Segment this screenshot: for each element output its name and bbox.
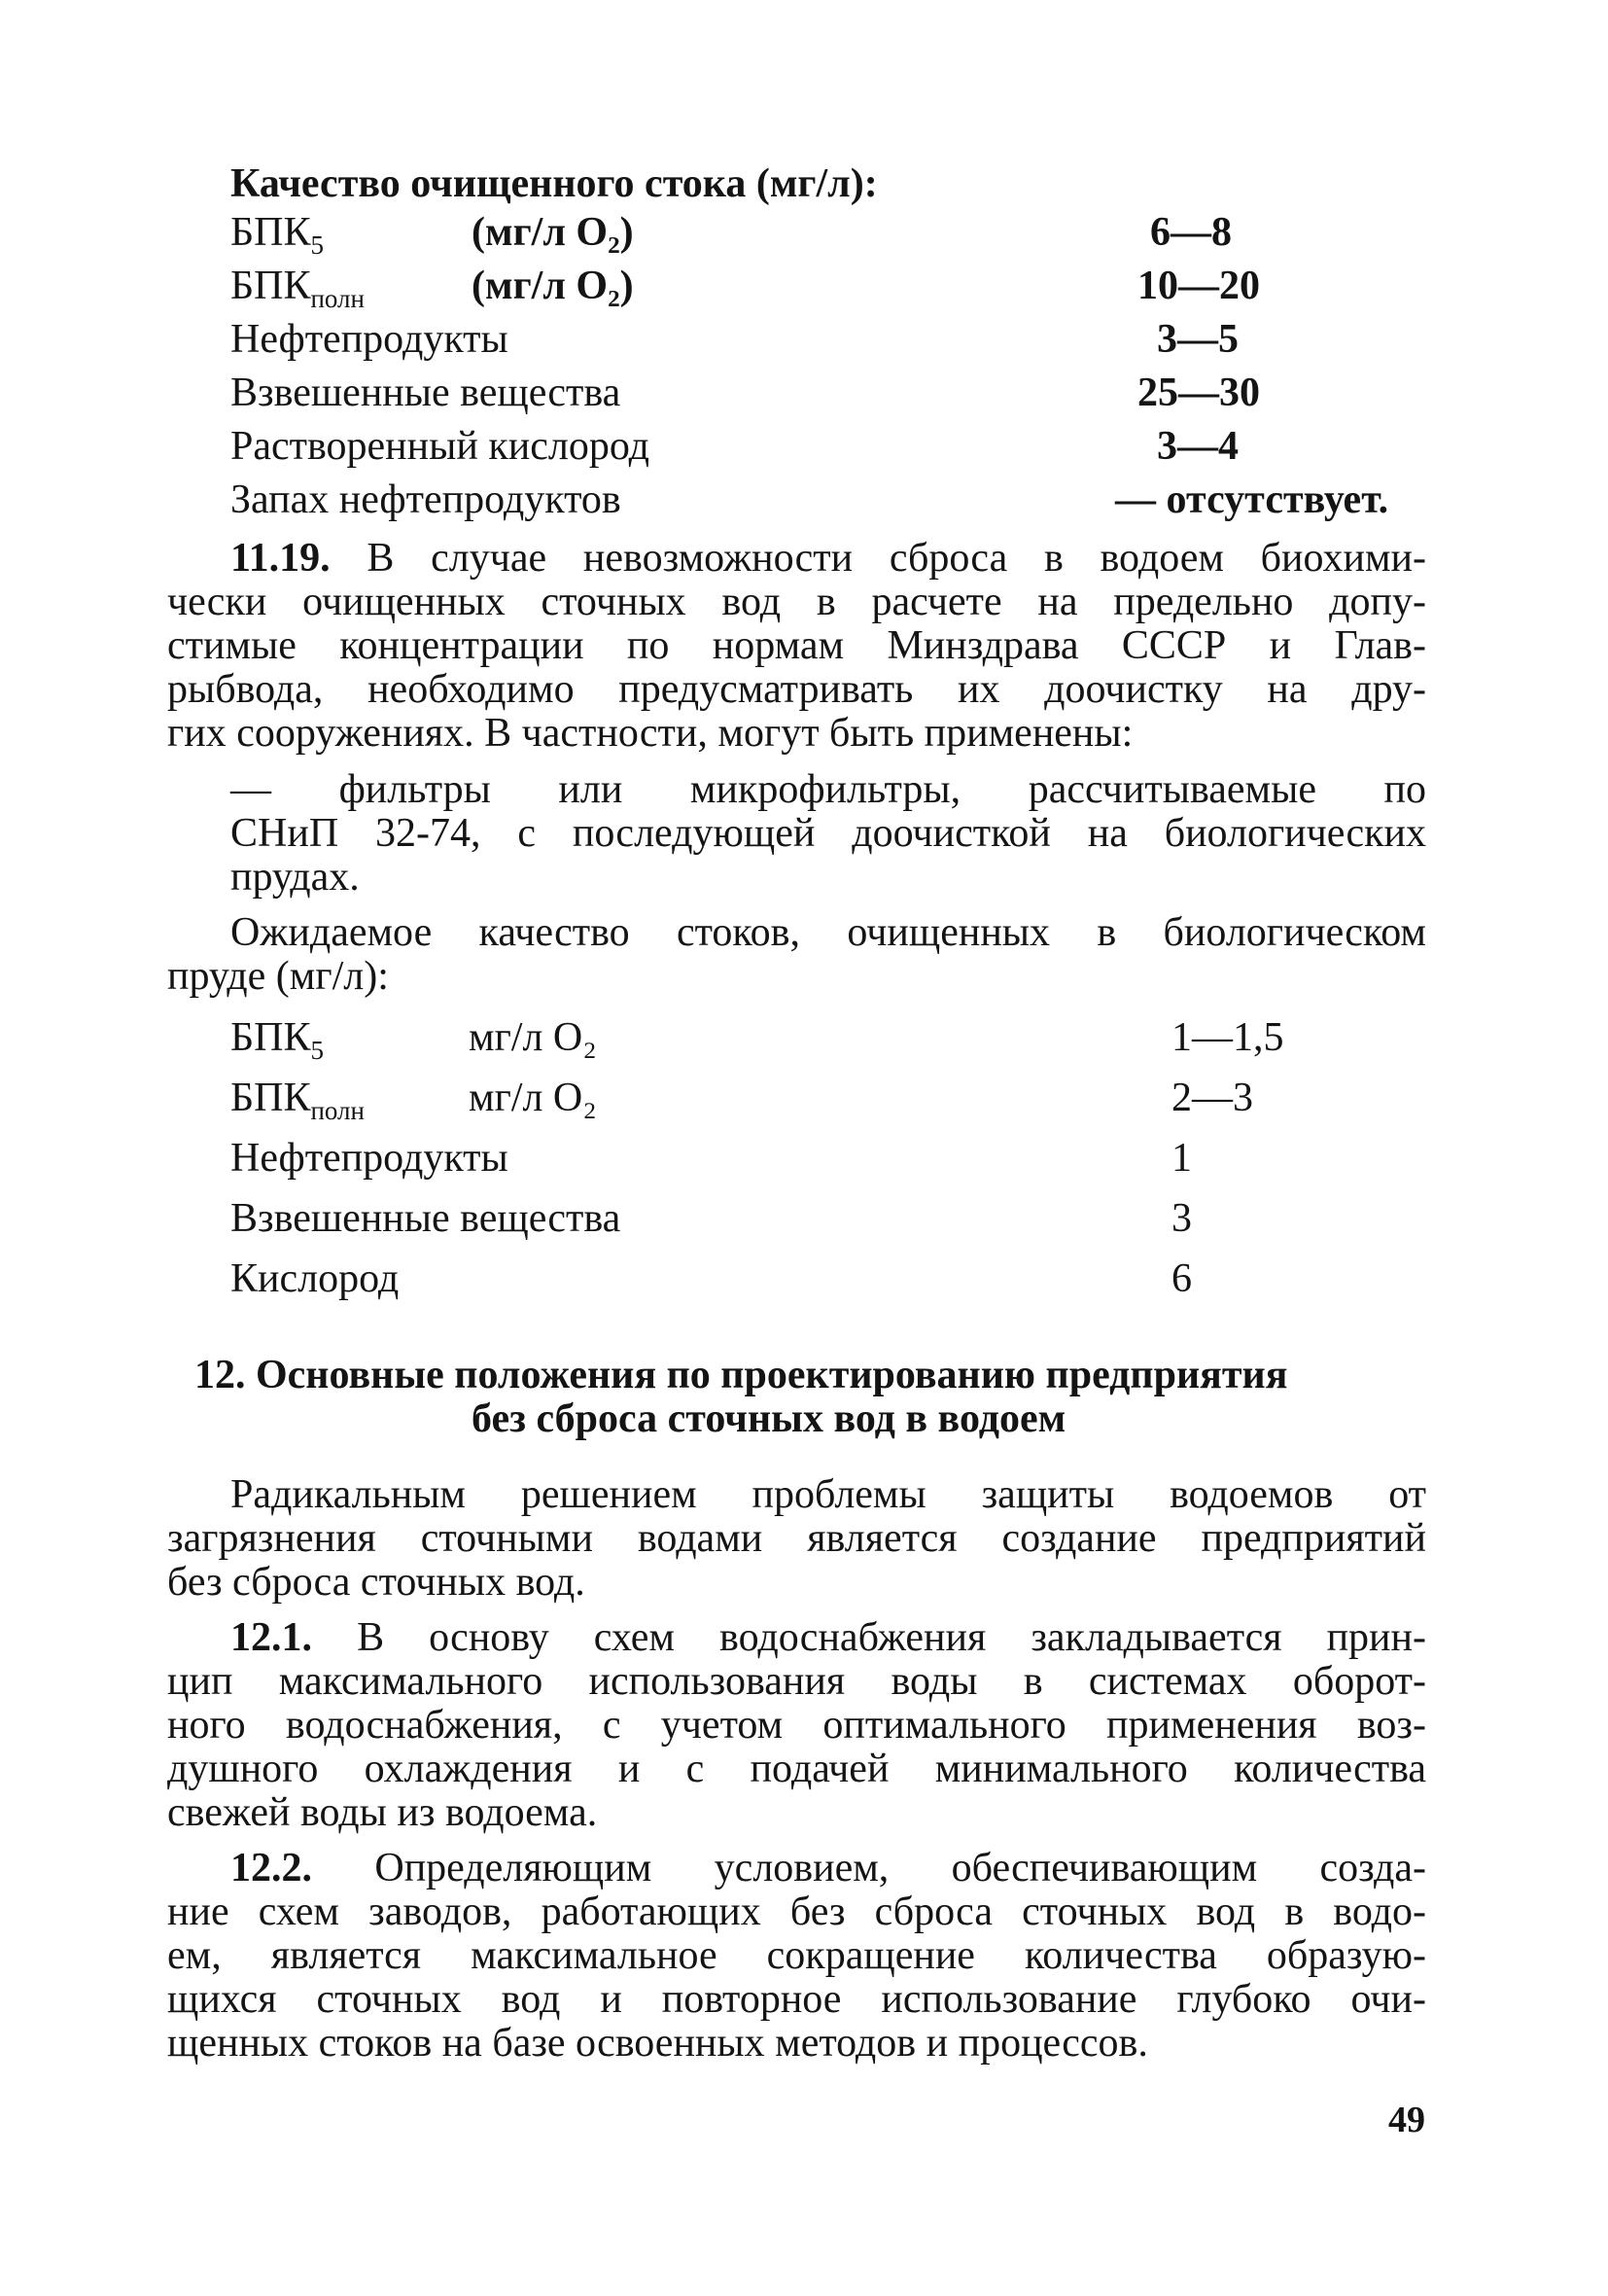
paragraph-line: прудах. — [230, 855, 360, 900]
table-1-value: — отсутствует. — [1115, 477, 1389, 522]
page-number: 49 — [1388, 2100, 1425, 2140]
table-1-value: 25—30 — [1137, 371, 1260, 415]
paragraph-line: ного водоснабжения, с учетом оптимального применения воз- — [167, 1703, 1426, 1748]
paragraph-line: чески очищенных сточных вод в расчете на предельно допу- — [167, 580, 1426, 624]
paragraph-line: пруде (мг/л): — [167, 954, 389, 999]
paragraph-line: свежей воды из водоема. — [167, 1790, 598, 1835]
paragraph-line: рыбвода, необходимо предусматривать их доочистку на дру- — [167, 667, 1426, 712]
paragraph-line: душного охлаждения и с подачей минимального количества — [167, 1747, 1426, 1791]
table-1-unit: (мг/л O₂) — [472, 264, 634, 308]
table-2-value: 1—1,5 — [1171, 1015, 1284, 1060]
paragraph-line: 12.1. В основу схем водоснабжения закладывается прин- — [230, 1615, 1426, 1660]
paragraph-line: — фильтры или микрофильтры, рассчитываемые по — [230, 767, 1426, 812]
table-1-param: Запах нефтепродуктов — [230, 477, 621, 522]
paragraph-line: ние схем заводов, работающих без сброса сточных вод в водо- — [167, 1890, 1426, 1934]
paragraph-line: без сброса сточных вод. — [167, 1560, 585, 1605]
paragraph-line: Ожидаемое качество стоков, очищенных в биологическом — [230, 910, 1426, 955]
table-2-param: Взвешенные вещества — [230, 1196, 621, 1241]
paragraph-line: 11.19. В случае невозможности сброса в водоем биохими- — [230, 536, 1426, 581]
table-1-value: 6—8 — [1150, 210, 1232, 255]
table-1-param: Взвешенные вещества — [230, 371, 621, 415]
section-heading: 12. Основные положения по проектированию предприятия — [194, 1353, 1288, 1397]
paragraph-line: загрязнения сточными водами является создание предприятий — [167, 1516, 1426, 1561]
table-2-value: 6 — [1171, 1256, 1192, 1301]
table-2-unit: мг/л O₂ — [469, 1015, 597, 1060]
table-2-param: $БПК_5$ — [230, 1015, 324, 1065]
table-1-param: $БПК_{полн}$ — [230, 264, 365, 313]
table-2-value: 2—3 — [1171, 1076, 1253, 1120]
paragraph-line: щенных стоков на базе освоенных методов и процессов. — [167, 2021, 1148, 2066]
table-2-unit: мг/л O₂ — [469, 1076, 597, 1120]
paragraph-line: Радикальным решением проблемы защиты водоемов от — [230, 1472, 1426, 1517]
table-1-value: 10—20 — [1137, 264, 1260, 308]
paragraph-line: СНиП 32-74, с последующей доочисткой на биологических — [230, 811, 1426, 856]
paragraph-line: 12.2. Определяющим условием, обеспечивающим созда- — [230, 1846, 1426, 1890]
table-2-param: Кислород — [230, 1256, 400, 1301]
paragraph-line: цип максимального использования воды в системах оборот- — [167, 1659, 1426, 1704]
table-2-value: 1 — [1171, 1136, 1192, 1181]
table-1-value: 3—4 — [1157, 424, 1239, 469]
paragraph-line: стимые концентрации по нормам Минздрава СССР и Глав- — [167, 623, 1426, 668]
table-1-param: $БПК_5$ — [230, 210, 324, 260]
section-heading: без сброса сточных вод в водоем — [472, 1396, 1066, 1441]
table-1-param: Растворенный кислород — [230, 424, 649, 469]
quality-table-1-title: Качество очищенного стока (мг/л): — [230, 161, 878, 206]
table-1-value: 3—5 — [1157, 317, 1239, 362]
paragraph-line: щихся сточных вод и повторное использование глубоко очи- — [167, 1977, 1426, 2022]
table-1-param: Нефтепродукты — [230, 317, 508, 362]
table-2-value: 3 — [1171, 1196, 1192, 1241]
table-1-unit: (мг/л O₂) — [472, 210, 634, 255]
table-2-param: $БПК_{полн}$ — [230, 1076, 365, 1125]
table-2-param: Нефтепродукты — [230, 1136, 508, 1181]
paragraph-line: гих сооружениях. В частности, могут быть применены: — [167, 711, 1134, 756]
paragraph-line: ем, является максимальное сокращение количества образую- — [167, 1933, 1426, 1978]
